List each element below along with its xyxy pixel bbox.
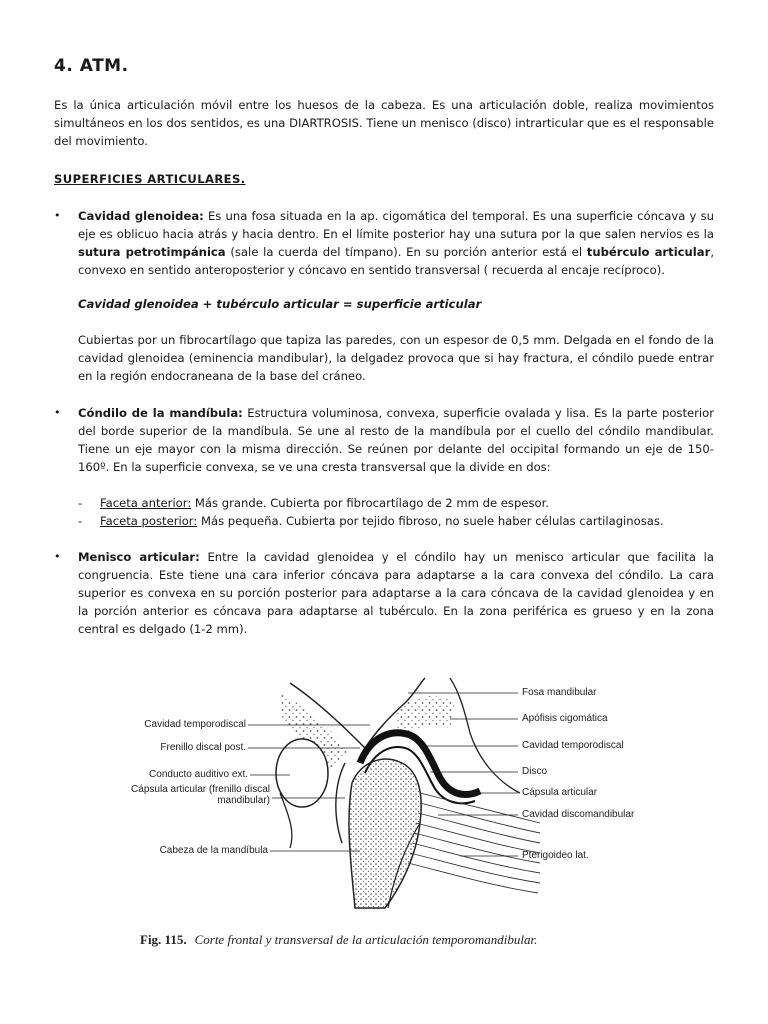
label-capsula-articular-left: Cápsula articular (frenillo discal mandibular)	[131, 784, 270, 806]
formula-line: Cavidad glenoidea + tubérculo articular = superficie articular	[78, 297, 482, 311]
tmj-figure	[120, 673, 648, 963]
label-apofisis-cigomatica: Apófisis cigomática	[522, 713, 608, 724]
section-subtitle: SUPERFICIES ARTICULARES.	[54, 172, 246, 186]
label-frenillo-discal: Frenillo discal post.	[160, 742, 246, 753]
label-cavidad-temporodiscal-left: Cavidad temporodiscal	[144, 719, 246, 730]
menisco-paragraph: Menisco articular: Entre la cavidad glenoidea y el cóndilo hay un menisco articular que facilita la congruencia. Este tiene una cara inferior cóncava para adaptarse a la cara convexa del cóndilo. La cara superior es convexa en su porción posterior para adaptarse a la cara cóncava de la cavidad glenoidea y en la porción anterior es cóncava para adaptarse al tubérculo. En la zona periférica es grueso y en la zona central es delgado (1-2 mm).	[78, 550, 714, 636]
condilo-term: Cóndilo de la mandíbula:	[78, 406, 243, 420]
heading-title: ATM	[79, 56, 122, 76]
label-cabeza-mandibula: Cabeza de la mandíbula	[159, 845, 268, 856]
faceta-anterior-item: Faceta anterior: Más grande. Cubierta por fibrocartílago de 2 mm de espesor.	[100, 496, 549, 510]
label-fosa-mandibular: Fosa mandibular	[522, 687, 597, 698]
cavidad-paragraph: Cavidad glenoidea: Es una fosa situada en la ap. cigomática del temporal. Es una superficie cóncava y su eje es oblicuo hacia atrás y hacia dentro. En el límite posterior hay una sutura por la que salen nervios es la sutura petrotimpánica (sale la cuerda del tímpano). En su porción anterior está el tubérculo articular, convexo en sentido anteroposterior y cóncavo en sentido transversal ( recuerda al encaje recíproco).	[78, 209, 714, 277]
label-disco: Disco	[522, 766, 548, 777]
figure-caption	[140, 931, 640, 949]
section-heading: 4. ATM.	[54, 56, 129, 76]
heading-number: 4	[54, 56, 67, 76]
label-pterigoideo-lat: Pterigoideo lat.	[522, 850, 589, 861]
label-cavidad-temporodiscal-right: Cavidad temporodiscal	[522, 740, 624, 751]
list-dash: -	[78, 514, 83, 528]
cubiertas-paragraph: Cubiertas por un fibrocartílago que tapiza las paredes, con un espesor de 0,5 mm. Delgada en el fondo de la cavidad glenoidea (eminencia mandibular), la delgadez provoca que si hay fractura, el cóndilo puede entrar en la región endocraneana de la base del cráneo.	[78, 333, 714, 383]
intro-paragraph: Es la única articulación móvil entre los huesos de la cabeza. Es una articulación doble, realiza movimientos simultáneos en los dos sentidos, es una DIARTROSIS. Tiene un menisco (disco) intrarticular que es el responsable del movimiento.	[54, 98, 714, 148]
label-cavidad-discomandibular: Cavidad discomandibular	[522, 809, 635, 820]
bullet-icon: •	[54, 550, 61, 563]
condilo-paragraph: Cóndilo de la mandíbula: Estructura voluminosa, convexa, superficie ovalada y lisa. Es la parte posterior del borde superior de la mandíbula. Se une al resto de la mandíbula por el cuello del cóndilo mandibular. Tiene un eje mayor con la misma dirección. Se reúnen por delante del occipital formando un eje de 150-160º. En la superficie convexa, se ve una cresta transversal que la divide en dos:	[78, 406, 714, 474]
bullet-icon: •	[54, 209, 61, 222]
caption-number: Fig. 115.	[140, 932, 187, 947]
caption-text: Corte frontal y transversal de la articulación temporomandibular.	[194, 932, 538, 947]
label-conducto-auditivo: Conducto auditivo ext.	[149, 769, 248, 780]
list-dash: -	[78, 496, 83, 510]
cavidad-term: Cavidad glenoidea:	[78, 209, 204, 223]
menisco-term: Menisco articular:	[78, 550, 200, 564]
label-capsula-articular-right: Cápsula articular	[522, 787, 598, 798]
bullet-icon: •	[54, 406, 61, 419]
faceta-posterior-item: Faceta posterior: Más pequeña. Cubierta por tejido fibroso, no suele haber células cartilaginosas.	[100, 514, 664, 528]
